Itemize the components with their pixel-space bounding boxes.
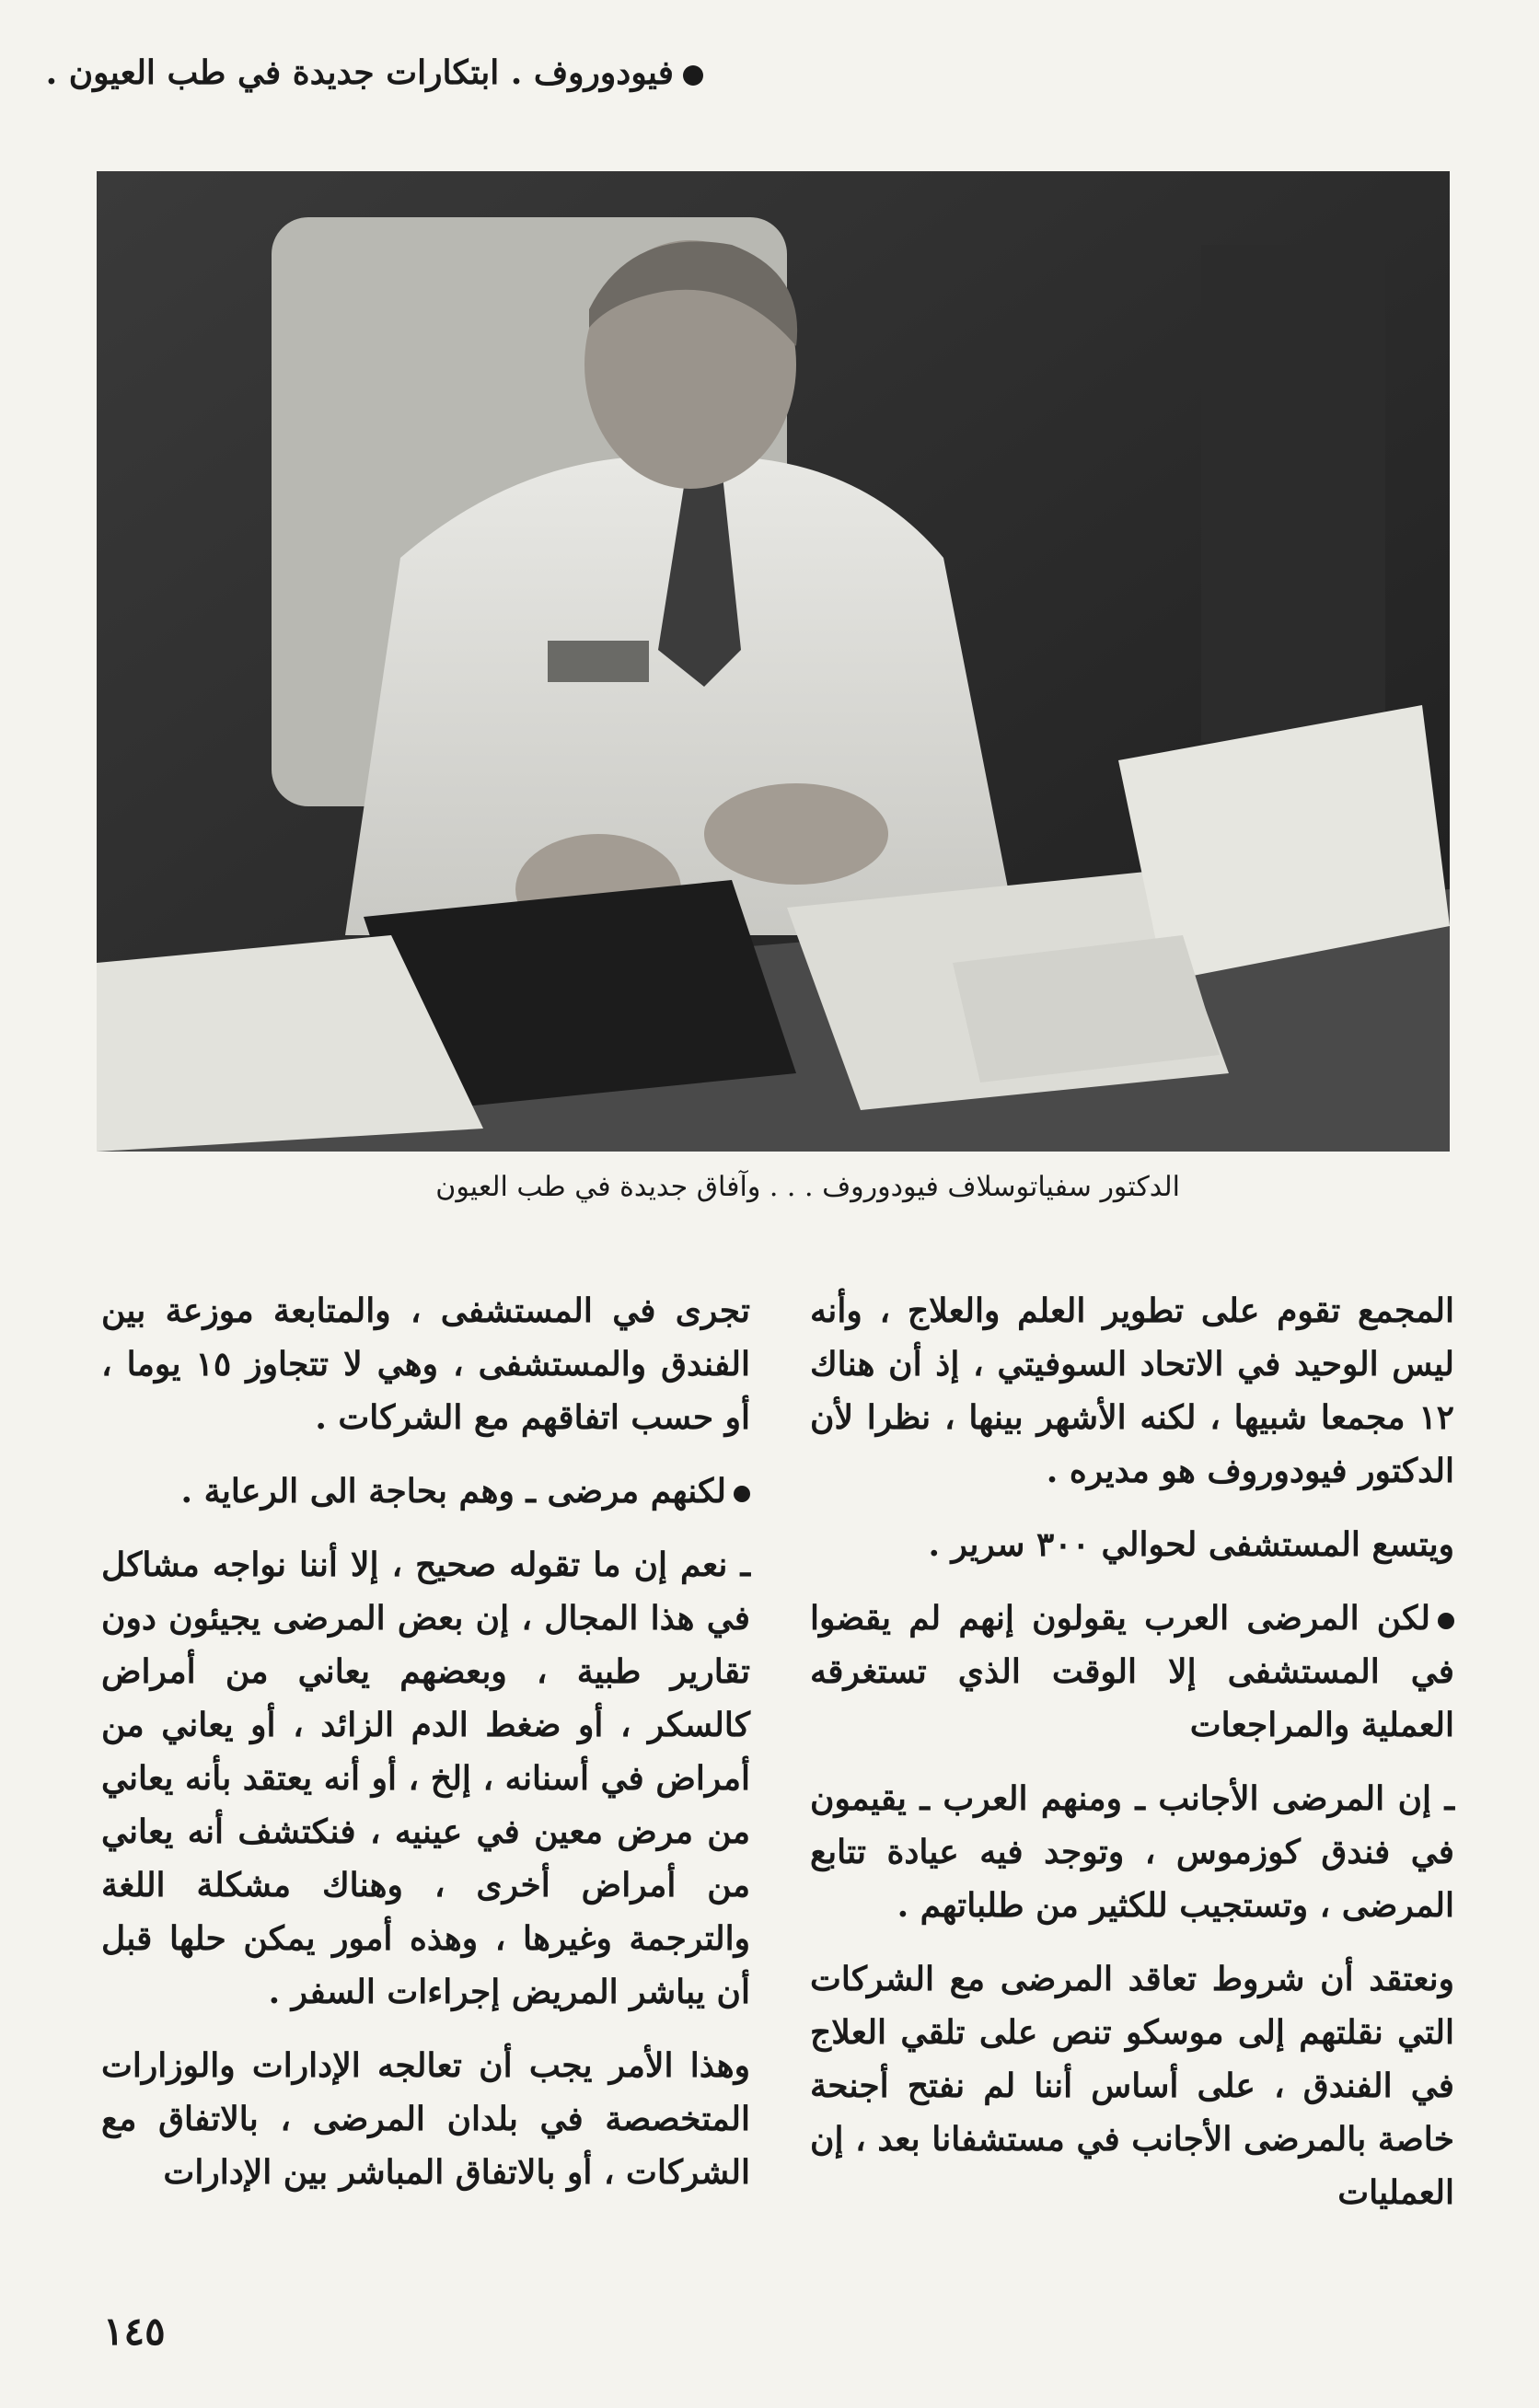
bullet-icon	[734, 1486, 750, 1502]
doctor-photo	[97, 171, 1450, 1152]
question-paragraph: لكن المرضى العرب يقولون إنهم لم يقضوا في المستشفى إلا الوقت الذي تستغرقه العملية والمراجعات	[810, 1599, 1454, 1744]
paragraph: المجمع تقوم على تطوير العلم والعلاج ، وأنه ليس الوحيد في الاتحاد السوفيتي ، إذ أن هناك ١٢ مجمعا شبيها ، لكنه الأشهر بينها ، نظرا لأن الدكتور فيودوروف هو مديره .	[810, 1291, 1454, 1490]
paragraph: وهذا الأمر يجب أن تعالجه الإدارات والوزارات المتخصصة في بلدان المرضى ، بالاتفاق مع الشركات ، أو بالاتفاق المباشر بين الإدارات	[101, 2046, 750, 2192]
page-number: ١٤٥	[103, 2309, 166, 2354]
bullet-icon	[1438, 1613, 1454, 1629]
paragraph: ويتسع المستشفى لحوالي ٣٠٠ سرير .	[928, 1525, 1454, 1564]
photo-caption: الدكتور سفياتوسلاف فيودوروف . . . وآفاق جديدة في طب العيون	[435, 1171, 1180, 1203]
text-column-right	[810, 1284, 1454, 2240]
running-header	[45, 53, 703, 92]
question-paragraph: لكنهم مرضى ـ وهم بحاجة الى الرعاية .	[101, 1464, 750, 1518]
paragraph: ـ إن المرضى الأجانب ـ ومنهم العرب ـ يقيمون في فندق كوزموس ، وتوجد فيه عيادة تتابع المرضى ، وتستجيب للكثير من طلباتهم .	[810, 1779, 1454, 1925]
bullet-icon	[683, 65, 703, 86]
paragraph: تجرى في المستشفى ، والمتابعة موزعة بين الفندق والمستشفى ، وهي لا تتجاوز ١٥ يوما ، أو حسب اتفاقهم مع الشركات .	[101, 1291, 750, 1437]
paragraph: ـ نعم إن ما تقوله صحيح ، إلا أننا نواجه مشاكل في هذا المجال ، إن بعض المرضى يجيئون دون تقارير طبية ، وبعضهم يعاني من أمراض كالسكر ، أو ضغط الدم الزائد ، أو يعاني من أمراض في أسنانه ، إلخ ، أو أنه يعتقد بأنه يعاني من مرض معين في عينيه ، فنكتشف أنه يعاني من أمراض أخرى ، وهناك مشكلة اللغة والترجمة وغيرها ، وهذه أمور يمكن حلها قبل أن يباشر المريض إجراءات السفر .	[101, 1546, 750, 2011]
paragraph: ونعتقد أن شروط تعاقد المرضى مع الشركات التي نقلتهم إلى موسكو تنص على تلقي العلاج في الفندق ، على أساس أننا لم نفتح أجنحة خاصة بالمرضى الأجانب في مستشفانا بعد ، إن العمليات	[810, 1960, 1454, 2212]
text-column-left	[101, 1284, 750, 2219]
photo-illustration	[97, 171, 1450, 1152]
running-header-text: فيودوروف . ابتكارات جديدة في طب العيون .	[45, 53, 674, 92]
